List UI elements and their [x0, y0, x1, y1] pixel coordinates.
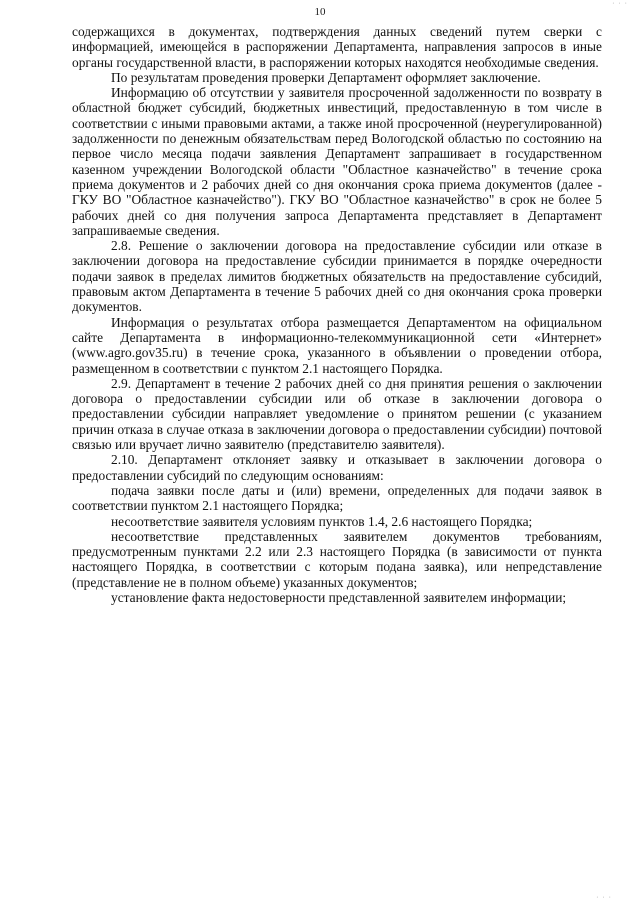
page-number: 10 — [314, 6, 326, 18]
list-item-late-submission: подача заявки после даты и (или) времени, определенных для подачи заявок в соответствии пунктом 2.1 настоящего Порядка; — [72, 482, 602, 514]
paragraph-2-10: 2.10. Департамент отклоняет заявку и отказывает в заключении договора о предоставлении субсидий по следующим основаниям: — [72, 452, 602, 483]
paragraph-continuation: содержащихся в документах, подтверждения данных сведений путем сверки с информацией, имеющейся в распоряжении Департамента, направления запросов в иные органы государственной власти, в распоряжении которых находятся необходимые сведения. — [72, 24, 602, 70]
paragraph-2-8: 2.8. Решение о заключении договора на предоставление субсидии или отказе в заключении договора на предоставление субсидии принимается в порядке очередности подачи заявок в пределах лимитов бюджетных обязательств на предоставление субсидий, правовым актом Департамента в течение 5 рабочих дней со дня окончания срока проверки документов. — [72, 238, 602, 315]
list-item-documents-mismatch: несоответствие представленных заявителем документов требованиям, предусмотренным пунктами 2.2 или 2.3 настоящего Порядка (в зависимости от пункта настоящего Порядка, в соответствии с которым подана заявка), или непредставление (представление не в полном объеме) указанных документов; — [72, 528, 602, 590]
paragraph-2-9: 2.9. Департамент в течение 2 рабочих дней со дня принятия решения о заключении договора о предоставлении субсидии или об отказе в заключении договора о предоставлении субсидии направляет уведомление о принятом решении (с указанием причин отказа в случае отказа в заключении договора о предоставлении субсидии) почтовой связью или вручает лично заявителю (представителю заявителя). — [72, 375, 602, 453]
document-body — [72, 24, 602, 605]
paragraph-debt-info: Информацию об отсутствии у заявителя просроченной задолженности по возврату в областной бюджет субсидий, бюджетных инвестиций, предоставленную в том числе в соответствии с иными правовыми актами, а также иной просроченной (неурегулированной) задолженности по денежным обязательствам перед Вологодской областью по состоянию на первое число месяца подачи заявления Департамент запрашивает в государственном казенном учреждении Вологодской области "Областное казначейство" в течение срока приема документов и 2 рабочих дней со дня окончания срока приема документов (далее - ГКУ ВО "Областное казначейство"). ГКУ ВО "Областное казначейство" в срок не более 5 рабочих дней со дня получения запроса Департамента представляет в Департамент запрашиваемые сведения. — [72, 85, 602, 238]
scan-artifact: · · · — [612, 0, 628, 7]
list-item-false-information: установление факта недостоверности представленной заявителем информации; — [111, 589, 567, 605]
paragraph-selection-results: Информация о результатах отбора размещается Департаментом на официальном сайте Департамента в информационно-телекоммуникационной сети «Интернет» (www.agro.gov35.ru) в течение срока, указанного в объявлении о проведении отбора, размещенном в соответствии с пунктом 2.1 настоящего Порядка. — [72, 314, 602, 376]
scan-artifact-bottom: · · · — [596, 894, 612, 901]
list-item-applicant-mismatch: несоответствие заявителя условиям пунктов 1.4, 2.6 настоящего Порядка; — [111, 513, 533, 529]
paragraph-conclusion: По результатам проведения проверки Департамент оформляет заключение. — [111, 69, 541, 85]
